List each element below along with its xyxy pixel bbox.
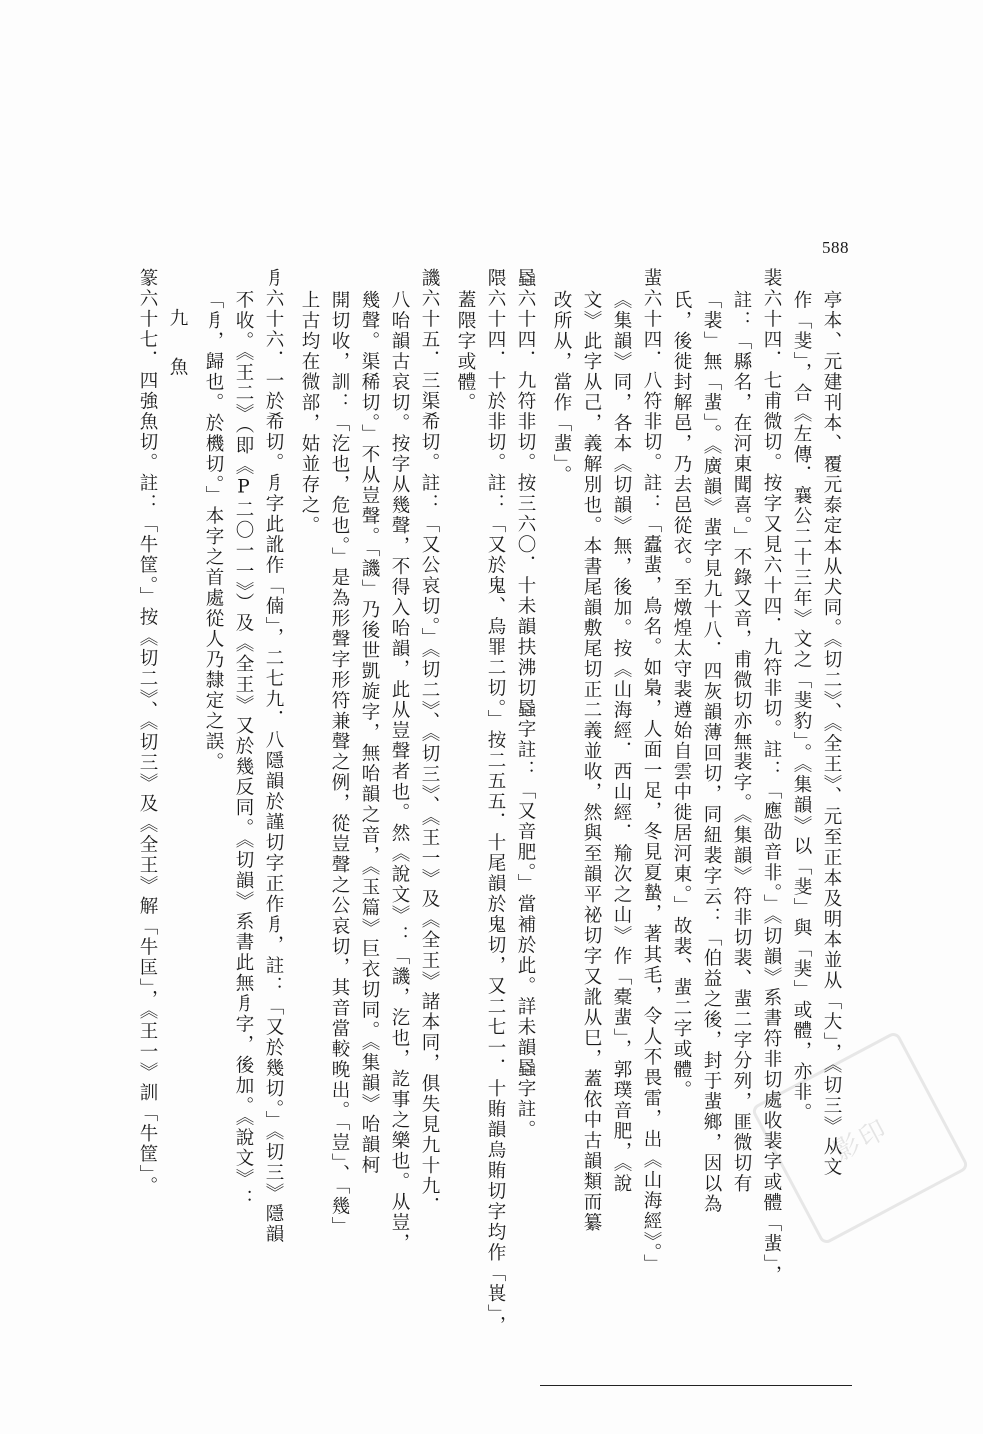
text-column: 氏，後徙封解邑，乃去邑從衣。至燉煌太守裴遵始自雲中徙居河東。」故裴、蜚二字或體。 [671, 290, 692, 1101]
vertical-text-body [126, 268, 846, 1336]
text-column: 不收。《王二》（即《P二〇一一》）及《全王》又於幾反同。《切韻》系書此無㐆字，後加。《說文》： [233, 290, 254, 1210]
text-column: 註：「縣名，在河東聞喜。」不錄又音，甫微切亦無裴字。《集韻》符非切裴、蜚二字分列，匪微切有 [731, 290, 752, 1194]
text-column: 譏六十五．三渠希切。註：「又公哀切。」《切二》、《切三》、《王一》及《全王》諸本同，俱失見九十九． [419, 268, 440, 1217]
text-column: 蓋隈字或體。 [455, 290, 476, 413]
text-column: 亭本、元建刊本、覆元泰定本从犬同。《切二》、《全王》、元至正本及明本並从「大」，《切三》从文 [821, 290, 842, 1178]
bottom-rule [540, 1385, 852, 1386]
text-column: 「裴」無「蜚」。《廣韻》蜚字見九十八．四灰韻薄回切，同紐裴字云：「伯益之後，封于蜚鄉，因以為 [701, 290, 722, 1215]
page-number: 588 [822, 238, 849, 257]
section-heading: 九 魚 [167, 308, 188, 382]
text-column: 隈六十四．十於非切。註：「又於鬼、烏罪二切。」按二五五．十尾韻於鬼切，又二七一．十賄韻烏賄切字均作「嵔」， [485, 268, 506, 1336]
watermark-text: 影印 [828, 1113, 894, 1168]
text-column: 㐆六十六．一於希切。㐆字此訛作「㑲」，二七九．八隱韻於謹切字正作㐆，註：「又於幾切。」《切三》隱韻 [263, 268, 284, 1245]
text-column: 文》此字从己，義解別也。本書尾韻敷尾切正二義並收，然與至韻平祕切字又訛从巳，蓋依中古韻類而纂 [581, 290, 602, 1233]
text-column: 《集韻》同，各本《切韻》無，後加。按《山海經．西山經．羭次之山》作「橐蜚」，郭璞音肥，《說 [611, 290, 632, 1194]
text-column: 蜚六十四．八符非切。註：「蠹蜚，鳥名。如梟，人面一足，冬見夏蟄，著其毛，令人不畏雷，出《山海經》。」 [641, 268, 662, 1275]
text-column: 上古均在微部，姑並存之。 [299, 290, 320, 536]
text-column: 蟁六十四．九符非切。按三六〇．十未韻扶沸切蟁字註：「又音肥。」當補於此。詳未韻蟁字註。 [515, 268, 536, 1141]
text-column: 開切收，訓：「汔也，危也。」是為形聲字形符兼聲之例，從豈聲之公哀切，其音當較晚出。「豈」、「幾」 [329, 290, 350, 1237]
text-column: 作「斐」，合《左傳．襄公二十三年》文之「斐豹」。《集韻》以「斐」與「猆」或體，亦非。 [791, 290, 812, 1124]
text-column: 改所从，當作「蜚」。 [551, 290, 572, 486]
text-column: 「㐆，歸也。於機切。」本字之首處從人乃隸定之誤。 [203, 290, 224, 773]
text-column: 八咍韻古哀切。按字从幾聲，不得入咍韻，此从豈聲者也。然《說文》：「譏，汔也，訖事之樂也。从豈， [389, 290, 410, 1254]
text-column: 篆六十七．四強魚切。註：「牛筐。」按《切二》、《切三》及《全王》解「牛匡」，《王一》訓「牛筐」。 [137, 268, 158, 1197]
text-column: 裴六十四．七甫微切。按字又見六十四．九符非切。註：「應劭音非。」《切韻》系書符非切處收裴字或體「蜚」， [761, 268, 782, 1286]
text-column: 幾聲。渠稀切。」不从豈聲。「譏」乃後世凱旋字，無咍韻之音，《玉篇》巨衣切同。《集韻》咍韻柯 [359, 290, 380, 1176]
